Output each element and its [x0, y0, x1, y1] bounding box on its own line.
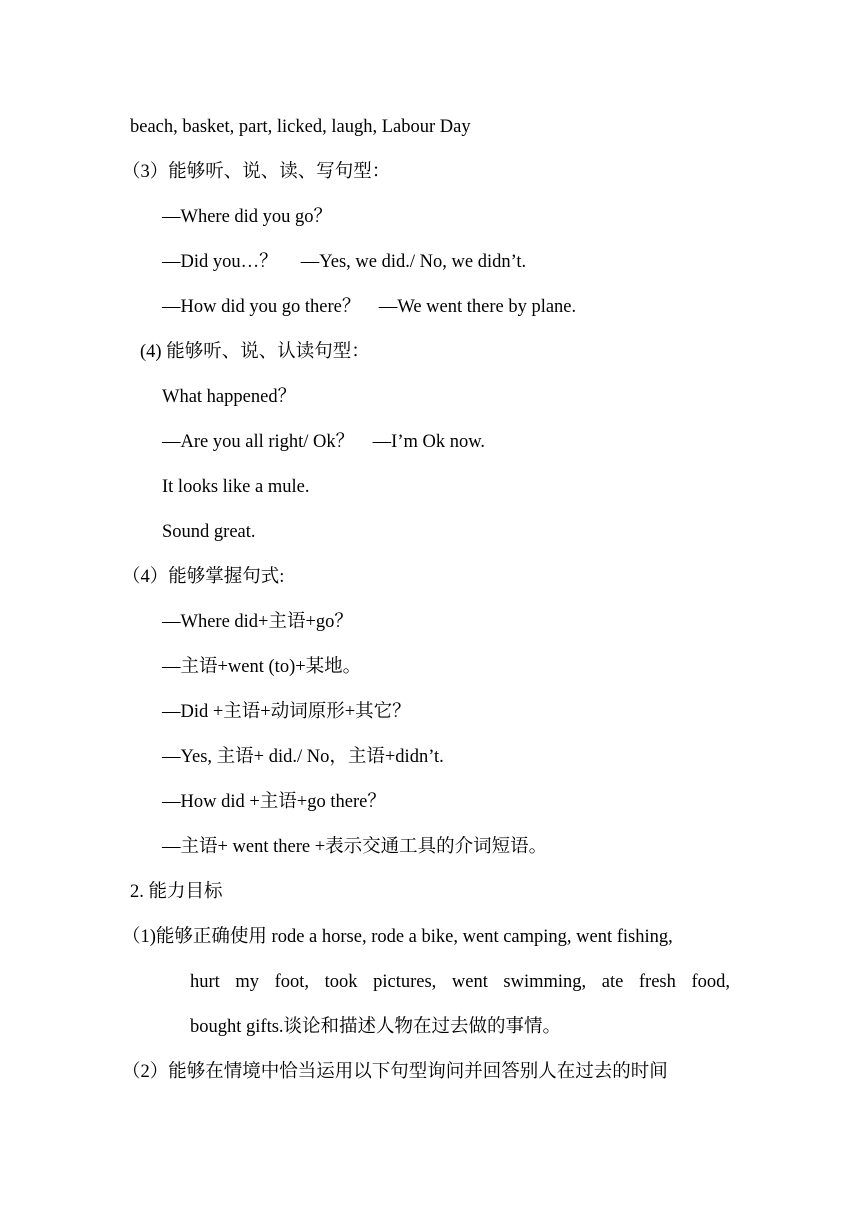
ability-item-1-cont: hurt my foot, took pictures, went swimming, ate fresh food,: [190, 972, 730, 992]
pattern-line: —主语+ went there +表示交通工具的介词短语。: [162, 837, 548, 857]
pattern-line: —Did +主语+动词原形+其它？: [162, 702, 411, 722]
pattern-line: —Yes, 主语+ did./ No，主语+didn’t.: [162, 747, 444, 767]
sentence-line: —Are you all right/ Ok？ —I’m Ok now.: [162, 432, 486, 452]
ability-item-1-cont: bought gifts.谈论和描述人物在过去做的事情。: [190, 1017, 562, 1037]
vocabulary-line: beach, basket, part, licked, laugh, Labour Day: [130, 117, 471, 137]
section-heading-4b: （4）能够掌握句式:: [122, 567, 285, 587]
pattern-line: —主语+went (to)+某地。: [162, 657, 362, 677]
section-heading-3: （3）能够听、说、读、写句型：: [122, 162, 391, 182]
section-heading-4: (4) 能够听、说、认读句型：: [140, 342, 370, 362]
pattern-line: —How did +主语+go there？: [162, 792, 386, 812]
sentence-line: What happened？: [162, 387, 297, 407]
sentence-line: It looks like a mule.: [162, 477, 310, 497]
sentence-line: —Where did you go？: [162, 207, 333, 227]
sentence-line: Sound great.: [162, 522, 256, 542]
sentence-line: —How did you go there？ —We went there by plane.: [162, 297, 577, 317]
pattern-line: —Where did+主语+go？: [162, 612, 353, 632]
sentence-line: —Did you…？ —Yes, we did./ No, we didn’t.: [162, 252, 527, 272]
section-heading-ability: 2. 能力目标: [130, 882, 223, 902]
ability-item-2: （2）能够在情境中恰当运用以下句型询问并回答别人在过去的时间: [122, 1062, 668, 1082]
ability-item-1: （1)能够正确使用 rode a horse, rode a bike, went camping, went fishing,: [122, 927, 673, 947]
